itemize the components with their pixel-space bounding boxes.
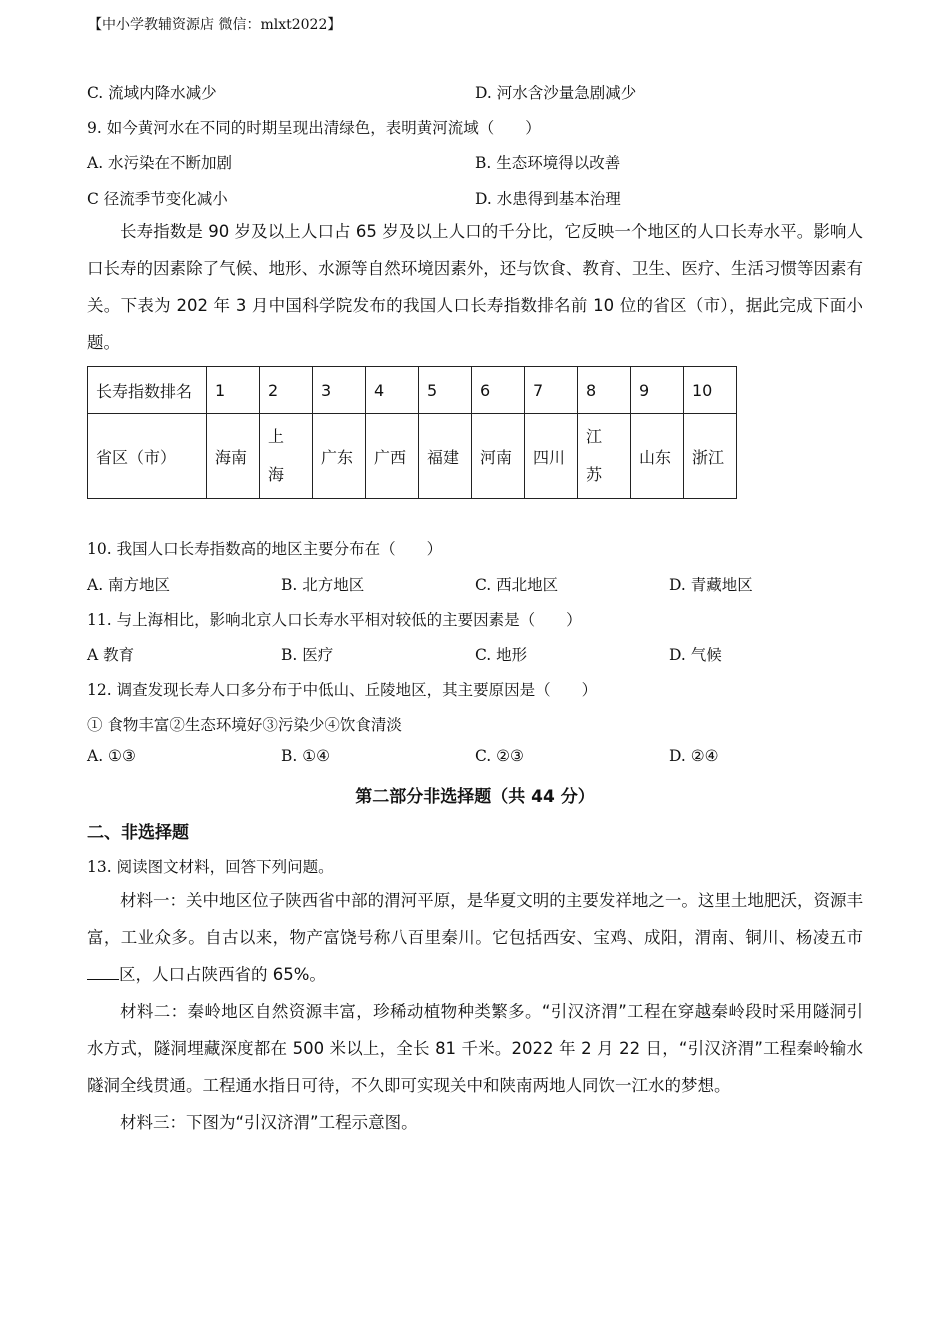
rank-cell: 2 [260, 367, 313, 414]
q8-option-d: D. 河水含沙量急剧减少 [475, 84, 637, 102]
q12-items: ① 食物丰富②生态环境好③污染少④饮食清淡 [87, 716, 402, 734]
longevity-table [87, 366, 737, 499]
q12-option-c: C. ②③ [475, 747, 524, 765]
rank-cell: 3 [313, 367, 366, 414]
section-title: 二、非选择题 [87, 823, 189, 843]
part2-title: 第二部分非选择题（共 44 分） [355, 787, 595, 807]
q9-option-d: D. 水患得到基本治理 [475, 190, 621, 208]
q13-materials [87, 882, 863, 1141]
q8-option-c: C. 流域内降水减少 [87, 84, 217, 102]
q9-option-b: B. 生态环境得以改善 [475, 154, 621, 172]
rank-cell: 10 [684, 367, 737, 414]
province-cell: 海南 [207, 414, 260, 499]
rank-cell: 8 [578, 367, 631, 414]
rank-cell: 7 [525, 367, 578, 414]
intro-text: 长寿指数是 90 岁及以上人口占 65 岁及以上人口的千分比，它反映一个地区的人口长寿水平。影响人口长寿的因素除了气候、地形、水源等自然环境因素外，还与饮食、教育、卫生、医疗、生活习惯等因素有关。下表为 202 年 3 月中国科学院发布的我国人口长寿指数排名前 10 位的省区（市），据此完成下面小题。 [87, 222, 863, 352]
province-cell: 浙江 [684, 414, 737, 499]
q12-option-b: B. ①④ [281, 747, 331, 765]
intro-paragraph [87, 213, 863, 361]
rank-cell: 9 [631, 367, 684, 414]
q10-stem: 10. 我国人口长寿指数高的地区主要分布在（ ） [87, 540, 443, 558]
rank-cell: 4 [366, 367, 419, 414]
q10-option-d: D. 青藏地区 [669, 576, 753, 594]
q10-option-b: B. 北方地区 [281, 576, 365, 594]
province-cell [260, 414, 313, 499]
province-cell: 河南 [472, 414, 525, 499]
q11-option-c: C. 地形 [475, 646, 528, 664]
province-cell: 四川 [525, 414, 578, 499]
rank-cell: 5 [419, 367, 472, 414]
material-one-text: 材料一：关中地区位子陕西省中部的渭河平原，是华夏文明的主要发祥地之一。这里土地肥沃，资源丰富，工业众多。自古以来，物产富饶号称八百里秦川。它包括西安、宝鸡、成阳，渭南、铜川、杨凌五市 [87, 891, 863, 947]
q11-option-b: B. 医疗 [281, 646, 334, 664]
page-header: 【中小学教辅资源店 微信：mlxt2022】 [88, 17, 342, 33]
material-three: 材料三：下图为“引汉济渭”工程示意图。 [120, 1113, 418, 1132]
province-text: 上海 [268, 427, 285, 484]
q11-stem: 11. 与上海相比，影响北京人口长寿水平相对较低的主要因素是（ ） [87, 611, 582, 629]
q11-option-d: D. 气候 [669, 646, 722, 664]
q12-option-a: A. ①③ [87, 747, 136, 765]
q9-option-a: A. 水污染在不断加剧 [87, 154, 233, 172]
table-header-rank: 长寿指数排名 [88, 367, 207, 414]
material-one [87, 882, 863, 993]
province-cell [578, 414, 631, 499]
province-cell: 广东 [313, 414, 366, 499]
table-row-province [88, 414, 737, 499]
province-cell: 福建 [419, 414, 472, 499]
rank-cell: 6 [472, 367, 525, 414]
material-two: 材料二：秦岭地区自然资源丰富，珍稀动植物种类繁多。“引汉济渭”工程在穿越秦岭段时采用隧洞引水方式，隧洞埋藏深度都在 500 米以上，全长 81 千米。2022 年 2 月 22 日，“引汉济渭”工程秦岭输水隧洞全线贯通。工程通水指日可待，不久即可实现关中和陕南两地人同饮一江水的梦想。 [87, 1002, 863, 1095]
table-header-province: 省区（市） [88, 414, 207, 499]
q9-stem: 9. 如今黄河水在不同的时期呈现出清绿色，表明黄河流域（ ） [87, 119, 541, 137]
q12-option-d: D. ②④ [669, 747, 719, 765]
fill-blank [87, 965, 119, 980]
q10-option-a: A. 南方地区 [87, 576, 171, 594]
q13-stem: 13. 阅读图文材料，回答下列问题。 [87, 858, 334, 876]
province-cell: 山东 [631, 414, 684, 499]
rank-cell: 1 [207, 367, 260, 414]
q9-option-c: C 径流季节变化减小 [87, 190, 228, 208]
q11-option-a: A 教育 [87, 646, 135, 664]
q12-stem: 12. 调查发现长寿人口多分布于中低山、丘陵地区，其主要原因是（ ） [87, 681, 598, 699]
province-text: 江苏 [586, 427, 603, 484]
q10-option-c: C. 西北地区 [475, 576, 559, 594]
table-row-rank [88, 367, 737, 414]
material-one-tail: 区，人口占陕西省的 65%。 [119, 965, 326, 984]
province-cell: 广西 [366, 414, 419, 499]
